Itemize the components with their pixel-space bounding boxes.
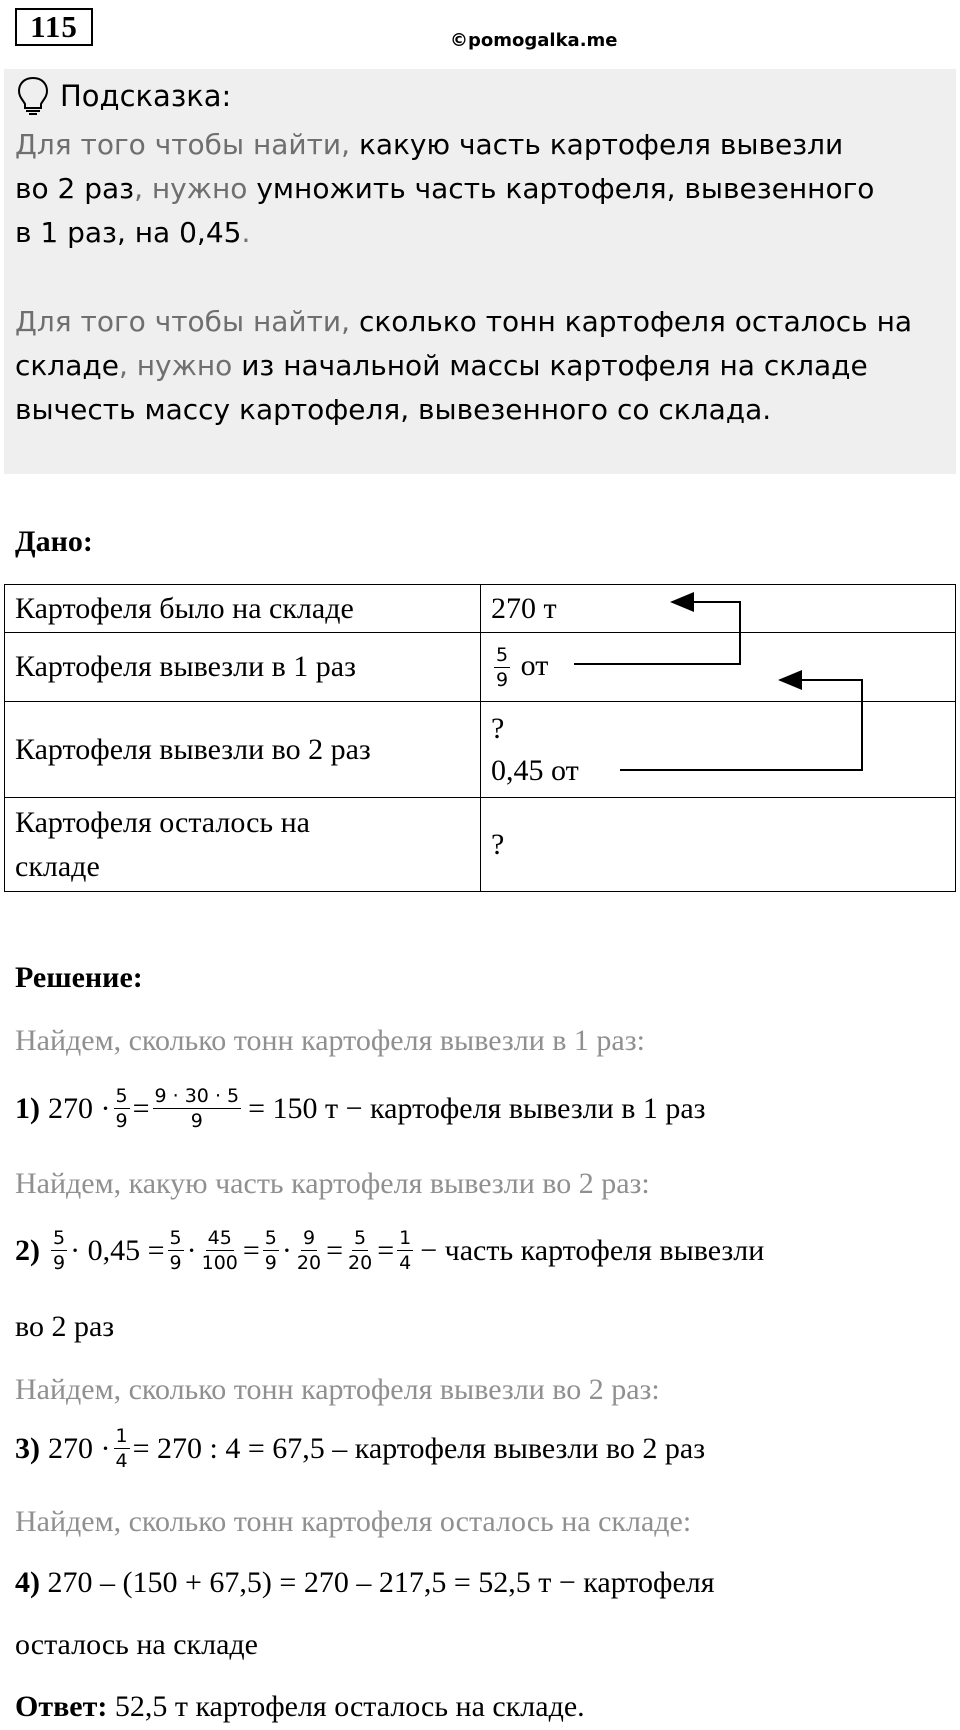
fraction: $\frac{1}{4}$ bbox=[399, 1227, 412, 1274]
fraction: $\frac{5}{9}$ bbox=[53, 1227, 66, 1274]
hint-p2-line2: складе, нужно из начальной массы картофеля на складе bbox=[15, 349, 868, 382]
fraction: $\frac{5}{9}$ bbox=[264, 1227, 277, 1274]
given-heading: Дано: bbox=[15, 525, 93, 558]
fraction: $\frac{5}{9}$ bbox=[496, 644, 509, 692]
solution-step-3: 3) 270 · $\frac{1}{4}$ = 270 : 4 = 67,5 – картофеля вывезли во 2 раз bbox=[15, 1425, 706, 1472]
solution-hint-1: Найдем, сколько тонн картофеля вывезли в 1 раз: bbox=[15, 1024, 645, 1057]
arrow-2 bbox=[620, 680, 862, 770]
watermark: ©pomogalka.me bbox=[450, 30, 618, 51]
hint-p2-line1: Для того чтобы найти, сколько тонн картофеля осталось на bbox=[15, 305, 913, 338]
solution-hint-4: Найдем, сколько тонн картофеля осталось на складе: bbox=[15, 1505, 692, 1538]
fraction: $\frac{9}{20}$ bbox=[296, 1227, 322, 1274]
given-label: Картофеля вывезли в 1 раз bbox=[5, 633, 481, 702]
solution-hint-2: Найдем, какую часть картофеля вывезли во 2 раз: bbox=[15, 1167, 650, 1200]
fraction: $\frac{5}{9}$ bbox=[115, 1085, 128, 1132]
solution-step-4: 4) 270 – (150 + 67,5) = 270 – 217,5 = 52,5 т − картофеля bbox=[15, 1566, 715, 1599]
fraction: $\frac{5}{9}$ bbox=[169, 1227, 182, 1274]
given-value: $\frac{5}{9}$ от bbox=[481, 633, 956, 702]
solution-step-1: 1) 270 · $\frac{5}{9}$ = $\frac{9 \cdot 30 \cdot 5}{9}$ = 150 т − картофеля вывезли в 1 раз bbox=[15, 1085, 706, 1132]
hint-p1-line1: Для того чтобы найти, какую часть картофеля вывезли bbox=[15, 128, 844, 161]
given-value: 270 т bbox=[481, 585, 956, 633]
solution-hint-3: Найдем, сколько тонн картофеля вывезли во 2 раз: bbox=[15, 1373, 660, 1406]
answer: Ответ: 52,5 т картофеля осталось на складе. bbox=[15, 1690, 585, 1723]
fraction: $\frac{9 \cdot 30 \cdot 5}{9}$ bbox=[154, 1085, 240, 1132]
given-label: Картофеля было на складе bbox=[5, 585, 481, 633]
arrow-1 bbox=[574, 602, 740, 664]
given-label: Картофеля осталось на складе bbox=[5, 798, 481, 892]
hint-title: Подсказка: bbox=[60, 79, 232, 113]
solution-step-2-continuation: во 2 раз bbox=[15, 1310, 115, 1343]
task-number: 115 bbox=[15, 8, 93, 46]
solution-heading: Решение: bbox=[15, 961, 143, 994]
hint-p1-line3: в 1 раз, на 0,45. bbox=[15, 216, 251, 249]
fraction: $\frac{1}{4}$ bbox=[115, 1425, 128, 1472]
given-value: ? 0,45 от bbox=[481, 702, 956, 798]
fraction: $\frac{45}{100}$ bbox=[201, 1227, 238, 1274]
solution-step-4-continuation: осталось на складе bbox=[15, 1628, 258, 1661]
solution-step-2: 2) $\frac{5}{9}$ · 0,45 = $\frac{5}{9}$ · $\frac{45}{100}$ = $\frac{5}{9}$ · $\frac{9}{20}$ = $\frac{5}{20}$ = $\frac{1}{4}$ − часть картофеля вывезли bbox=[15, 1227, 765, 1274]
hint-p1-line2: во 2 раз, нужно умножить часть картофеля, вывезенного bbox=[15, 172, 875, 205]
hint-p2-line3: вычесть массу картофеля, вывезенного со склада. bbox=[15, 393, 772, 426]
given-label: Картофеля вывезли во 2 раз bbox=[5, 702, 481, 798]
given-value: ? bbox=[481, 798, 956, 892]
fraction: $\frac{5}{20}$ bbox=[348, 1227, 373, 1274]
